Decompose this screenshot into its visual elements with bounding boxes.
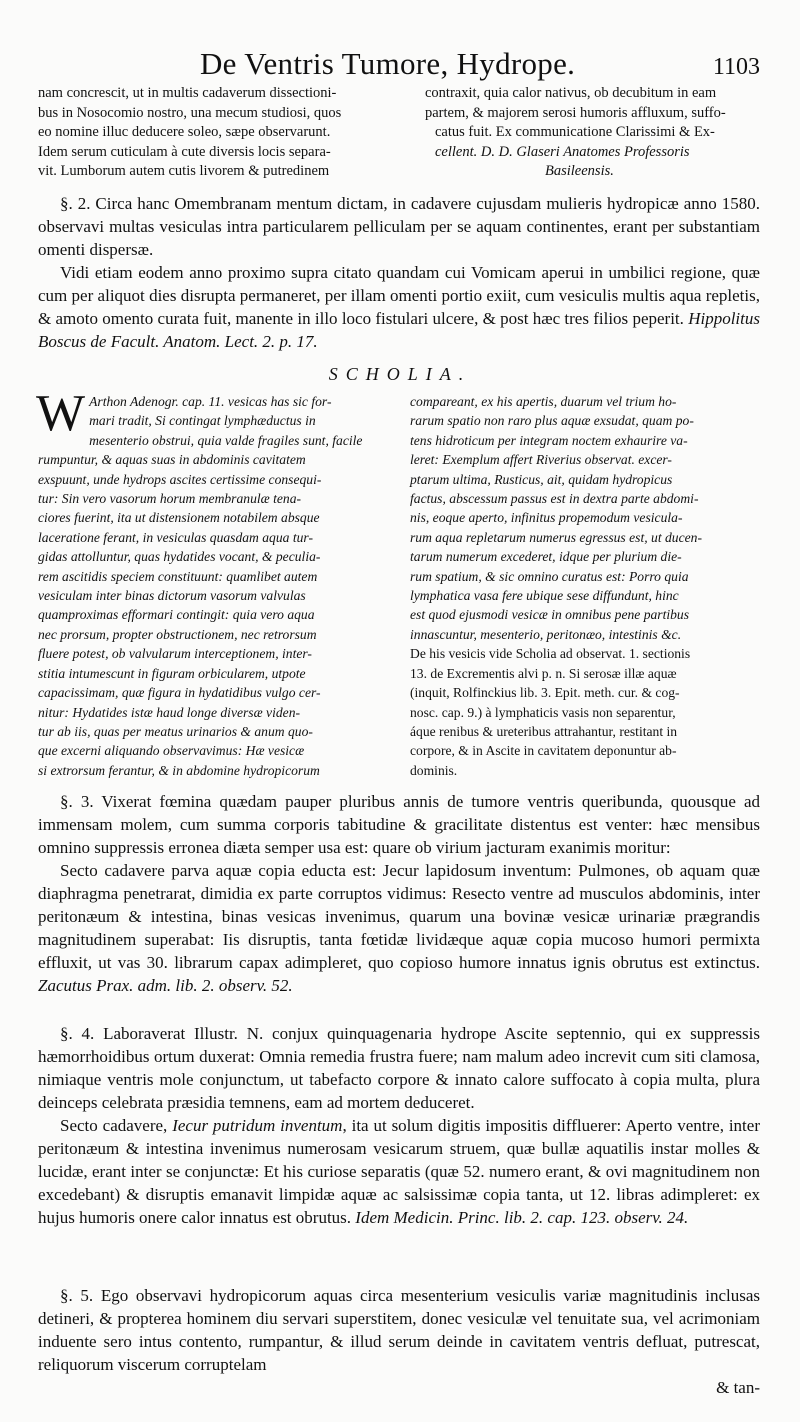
text-line: factus, abscessum passus est in dextra parte abdomi- (410, 491, 699, 507)
text-line: rem ascitidis speciem constituunt: quamlibet autem (38, 568, 318, 584)
text-line: tur: Sin vero vasorum horum membranulæ tena- (38, 491, 302, 507)
running-title: De Ventris Tumore, Hydrope. (200, 46, 576, 81)
text-line: est quod ejusmodi vesicæ in omnibus pene partibus (410, 607, 690, 623)
paragraph-text: , ita ut solum digitis impositis diffluerer: Aperto ventre, inter peritonæum & intestina invenimus numerosam vesicarum struem, quæ bullæ aquatilis instar molles & lucidæ, erant inter se conjunctæ: Et his curiose separatis (quæ 52. numero erant, & ovi magnitudinem non excedebant) & disruptis emanavit limpidæ aquæ ac salsissimæ copia tanta, ut 12. libras adimpleret: ex hujus humoris onere calor innatus est obrutus. (38, 1116, 760, 1227)
page-number: 1103 (712, 54, 760, 80)
drop-cap: W (36, 385, 86, 442)
running-header (200, 46, 760, 84)
text-line: áque renibus & ureteribus attrahantur, restitant in (410, 723, 678, 739)
text-line: nis, eoque aperto, infinitus propemodum vesicula- (410, 510, 683, 526)
section-2 (38, 192, 760, 353)
text-line: nec prorsum, propter obstructionem, nec retrorsum (38, 626, 317, 642)
top-left-column (38, 84, 388, 182)
text-line: lymphatica vasa fere ubique sese diffundunt, hinc (410, 588, 679, 604)
paragraph: §. 2. Circa hanc Omembranam mentum dictam, in cadavere cujusdam mulieris hydropicæ anno 1580. observavi multas vesiculas intra particularem pelliculam per se aquam continentes, erant per substantiam omenti dispersæ. (38, 194, 760, 259)
text-line: innascuntur, mesenterio, peritonæo, intestinis &c. (410, 626, 682, 642)
section-3 (38, 790, 760, 997)
text-line: bus in Nosocomio nostro, una mecum studiosi, quos (38, 104, 342, 121)
text-line: nitur: Hydatides istæ haud longe diversæ viden- (38, 704, 301, 720)
scholia-right-column (410, 392, 760, 780)
text-line: mesenterio obstrui, quia valde fragiles sunt, facile (89, 432, 363, 448)
text-line: mari tradit, Si contingat lymphæductus in (89, 413, 316, 429)
text-line: rum aqua repletarum numerus egressus est, ut ducen- (410, 529, 702, 545)
text-line: vit. Lumborum autem cutis livorem & putredinem (38, 163, 330, 179)
top-right-column (425, 84, 760, 182)
text-line: exspuunt, unde hydrops ascites certissime consequi- (38, 471, 322, 487)
text-line: rarum spatio non raro plus aquæ exsudat, quam po- (410, 413, 694, 429)
paragraph-text: Secto cadavere, (60, 1116, 168, 1135)
text-line: tens hidroticum per integram noctem exhaurire va- (410, 432, 688, 448)
text-line: cellent. D. D. Glaseri Anatomes Professoris (435, 143, 690, 160)
text-line: De his vesicis vide Scholia ad observat. 1. sectionis (410, 646, 691, 662)
text-line: stitia intumescunt in figuram orbicularem, utpote (38, 665, 306, 681)
text-line: rum spatium, & sic omnino curatus est: Porro quia (410, 568, 689, 584)
paragraph: §. 3. Vixerat fœmina quædam pauper pluribus annis de tumore ventris queribunda, quousque ad immensam molem, cum summa corporis tabitudine & gracilitate distentus est venter: hæc mensibus omnino suppressis erronea diæta semper usa est: quare ob virium jacturam exanimis moritur: (38, 792, 760, 857)
text-line: quamproximas efformari contingit: quia vero aqua (38, 607, 315, 623)
text-line: capacissimam, quæ figura in hydatidibus vulgo cer- (38, 685, 321, 701)
citation: Hippolitus Boscus de Facult. Anatom. Lect. 2. p. 17. (38, 309, 760, 351)
text-line: tarum numerum excederet, idque per plurium die- (410, 549, 682, 565)
paragraph (38, 1114, 760, 1229)
text-line: eo nomine illuc deducere soleo, sæpe observarunt. (38, 124, 331, 140)
text-line: laceratione ferant, in vesiculas quasdam aqua tur- (38, 529, 313, 545)
text-line: que excerni aliquando observavimus: Hæ vesicæ (38, 743, 305, 759)
text-line: ptarum ultima, Rusticus, ait, quidam hydropicus (410, 471, 673, 487)
text-line: vesiculam inter binas dictorum vasorum valvulas (38, 588, 306, 604)
text-line: 13. de Excrementis alvi p. n. Si serosæ illæ aquæ (410, 665, 677, 681)
text-line: partem, & majorem serosi humoris affluxum, suffo- (425, 104, 726, 121)
text-line: corpore, & in Ascite in cavitatem deponuntur ab- (410, 743, 677, 759)
text-line: Idem serum cuticulam à cute diversis locis separa- (38, 143, 331, 160)
text-line: compareant, ex his apertis, duarum vel trium ho- (410, 394, 677, 409)
text-line: Arthon Adenogr. cap. 11. vesicas has sic for- (89, 394, 332, 409)
citation: Idem Medicin. Princ. lib. 2. cap. 123. observ. 24. (355, 1208, 689, 1227)
paragraph (38, 859, 760, 997)
text-line: leret: Exemplum affert Riverius observat. excer- (410, 452, 672, 468)
scholia-heading: SCHOLIA. (328, 364, 472, 384)
text-line: si extrorsum ferantur, & in abdomine hydropicorum (38, 762, 320, 778)
section-4 (38, 1022, 760, 1229)
scholia-left-column (36, 385, 388, 780)
text-line: contraxit, quia calor nativus, ob decubitum in eam (425, 85, 717, 101)
text-line: ciores fuerint, ita ut distensionem notabilem absque (38, 510, 320, 526)
text-line: fluere potest, ob valvularum interceptionem, inter- (38, 646, 312, 662)
paragraph-text: Vidi etiam eodem anno proximo supra citato quandam cui Vomicam aperui in umbilici regione, quæ cum per aliquot dies disrupta permaneret, per illam omenti portio exiit, cum vesiculis multis aqua repletis, & amoto omento curata fuit, manente in illo loco fistulari ulcere, & post hæc tres filios peperit. (38, 263, 760, 328)
emphasis: Iecur putridum inventum (172, 1116, 343, 1135)
text-line: rumpuntur, & aquas suas in abdominis cavitatem (38, 452, 306, 468)
paragraph: §. 5. Ego observavi hydropicorum aquas circa mesenterium vesiculis variæ magnitudinis inclusas detineri, & propterea hominem diu servari superstitem, donec vesiculæ vel tenuitate sua, vel acrimoniam induente sero intus contento, rumpantur, & illud serum deinde in cavitatem ventris defluat, putrescat, reliquorum viscerum corruptelam (38, 1286, 760, 1374)
section-5 (38, 1284, 760, 1399)
citation: Zacutus Prax. adm. lib. 2. observ. 52. (38, 976, 293, 995)
catchword: & tan- (716, 1378, 760, 1397)
text-line: nam concrescit, ut in multis cadaverum dissectioni- (38, 85, 337, 101)
top-continuation (38, 84, 760, 182)
text-line: catus fuit. Ex communicatione Clarissimi & Ex- (435, 124, 715, 140)
paragraph-text: Secto cadavere parva aquæ copia educta est: Jecur lapidosum inventum: Pulmones, ob aquam quæ diaphragma penetrarat, dimidia ex parte corruptos vidimus: Resecto ventre ad musculos abdominis, inter peritonæum & intestina, binas vesicas invenimus, quarum una bovinæ vesicæ urinariæ prægrandis magnitudinem superabat: Iis disruptis, tanta fœtidæ lividæque aquæ copia mucoso humori permixta effluxit, ut vas 30. librarum capax adimpleret, quo copioso humore innatus ignis obrutus est extinctus. (38, 861, 760, 972)
text-line: gidas attolluntur, quas hydatides vocant, & peculia- (38, 549, 321, 565)
scholia-body (36, 385, 760, 780)
text-line: Basileensis. (545, 163, 614, 179)
text-line: dominis. (410, 762, 458, 778)
paragraph (38, 261, 760, 353)
paragraph: §. 4. Laboraverat Illustr. N. conjux quinquagenaria hydrope Ascite septennio, qui ex suppressis hæmorrhoidibus ortum duxerat: Omnia remedia frustra fuere; nam malum adeo increvit cum siti clamosa, nimiaque ventris mole conjunctum, ut tabefacto corpore & innato calore suffocato à copia multa, plura deinceps celebrata præsidia temnens, eam ad mortem deduceret. (38, 1024, 760, 1112)
text-line: tur ab iis, quas per meatus urinarios & anum quo- (38, 723, 313, 739)
text-line: (inquit, Rolfinckius lib. 3. Epit. meth. cur. & cog- (410, 685, 680, 701)
text-line: nosc. cap. 9.) à lymphaticis vasis non separentur, (410, 704, 676, 720)
